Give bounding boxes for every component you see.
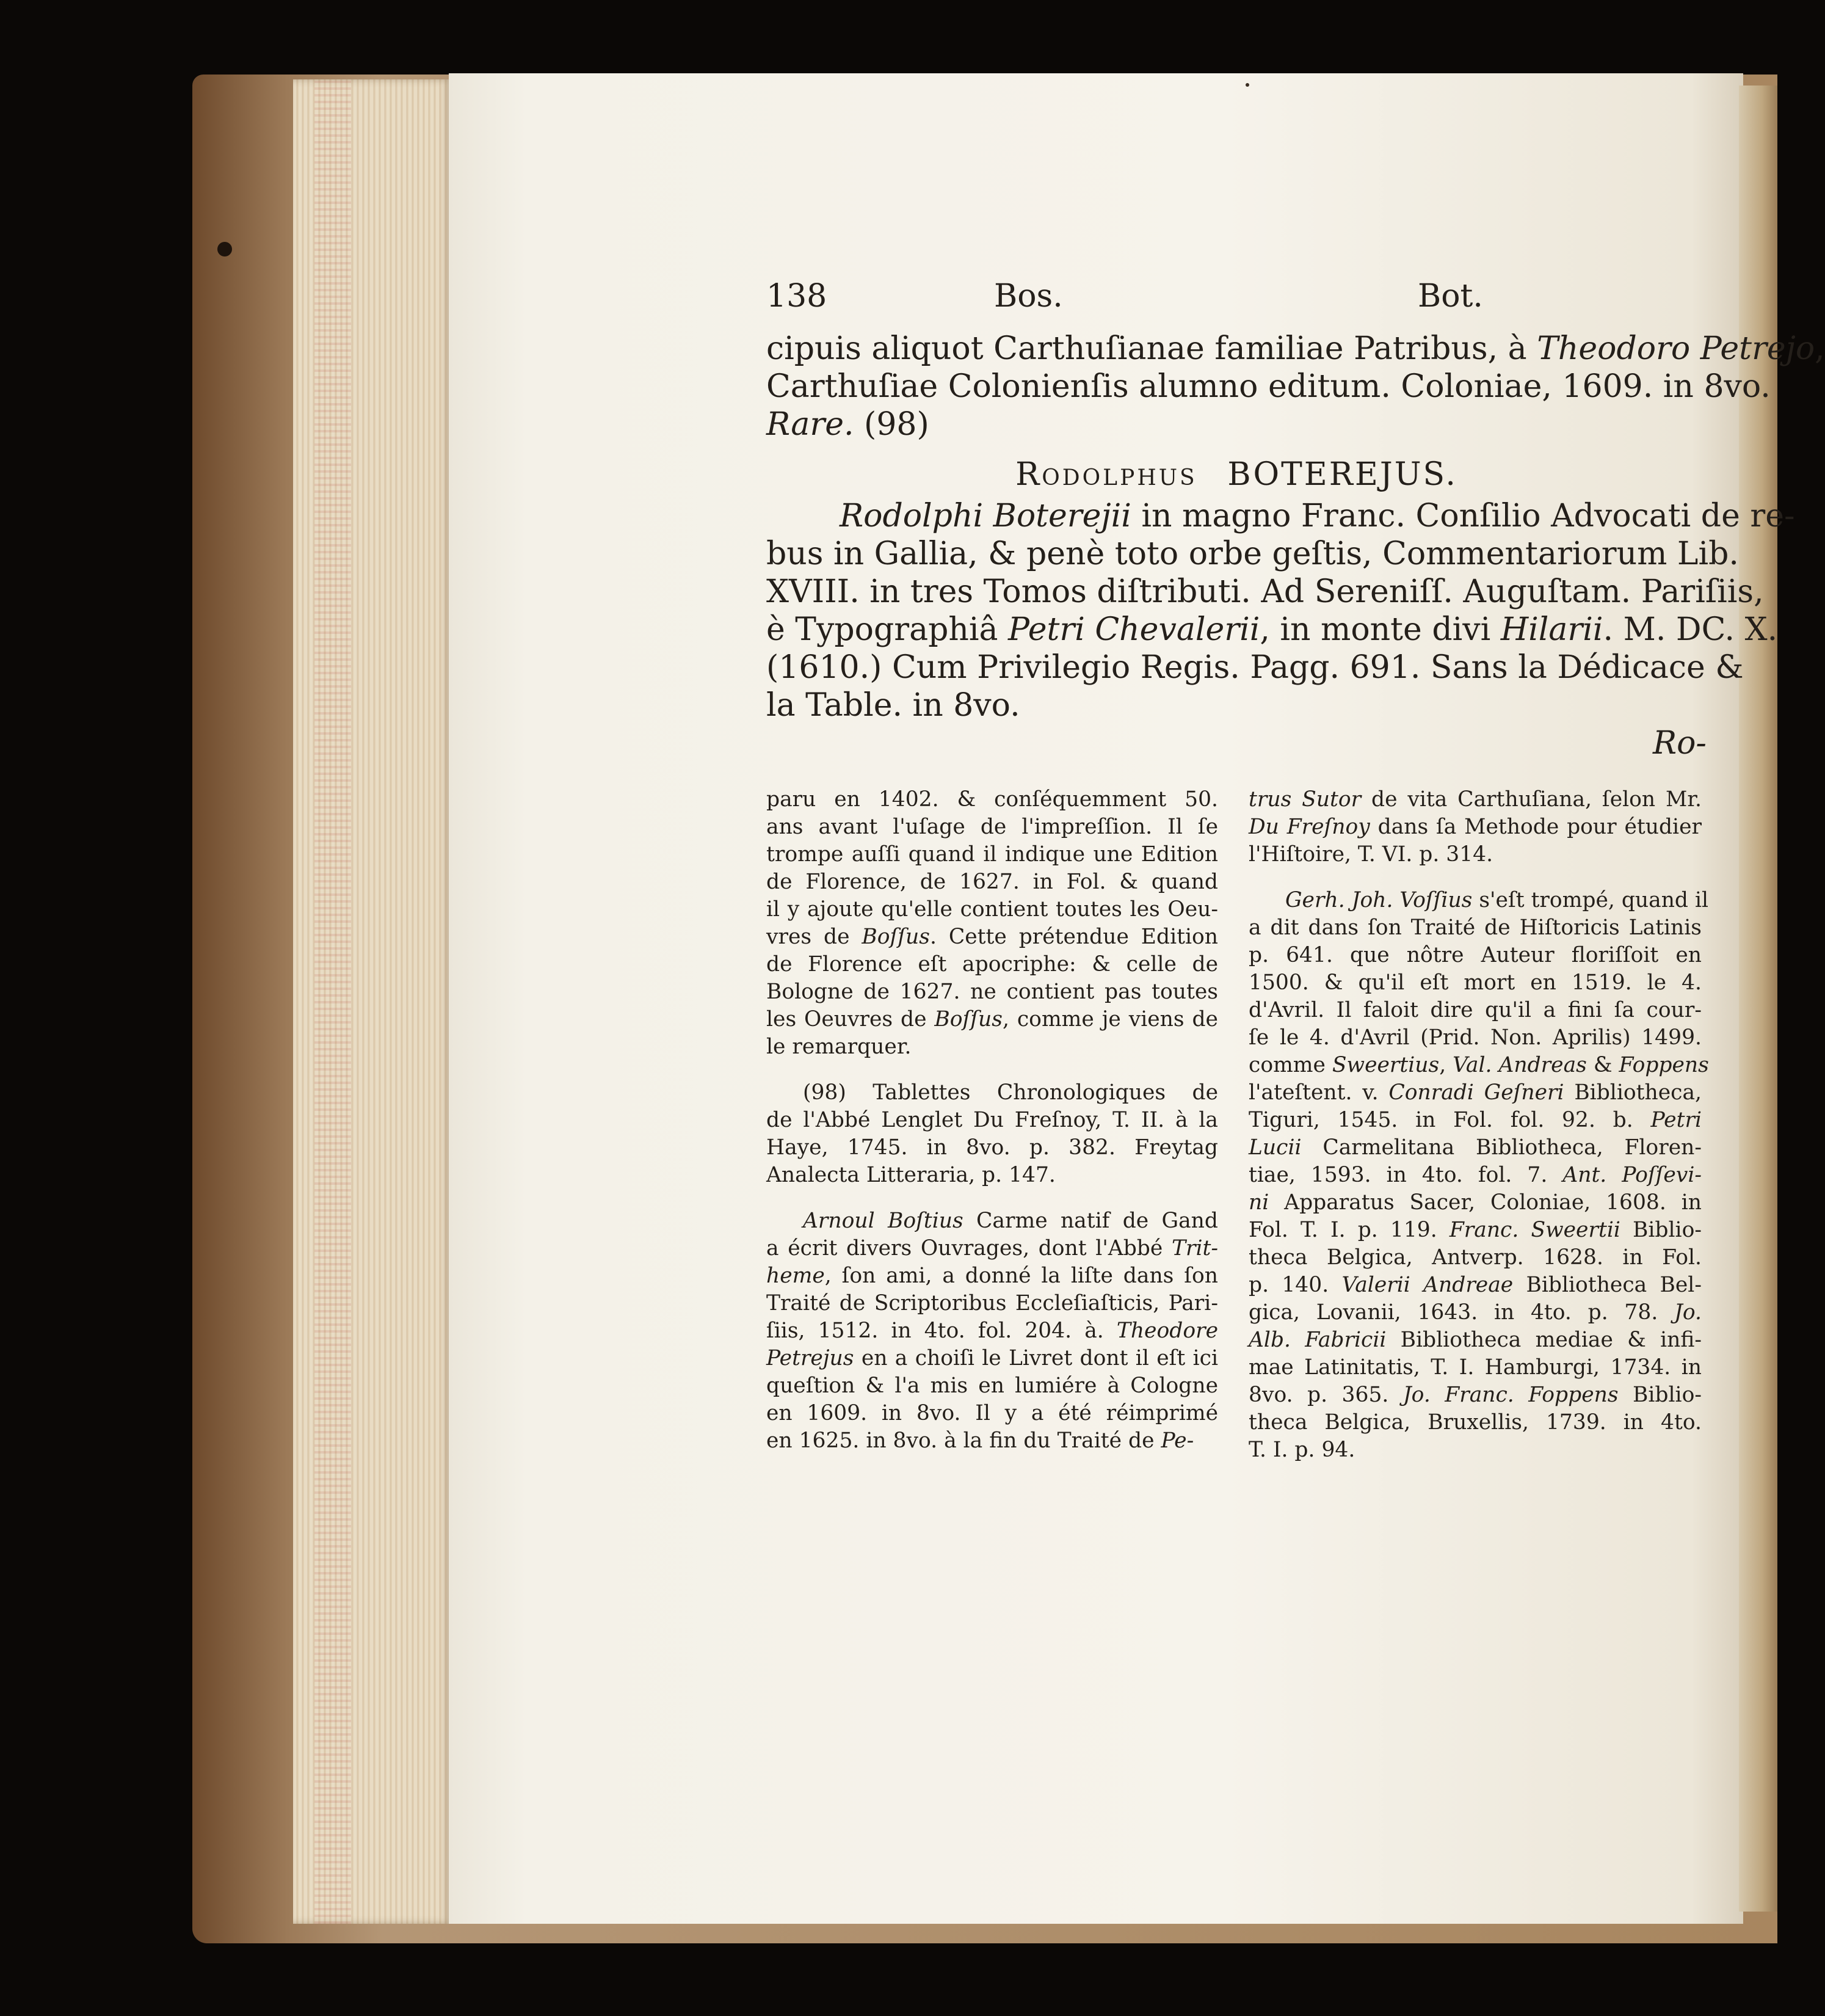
text-run: Franc. Sweertii	[1449, 1218, 1620, 1242]
text-run: Tiguri, 1545. in Fol. fol. 92. b.	[1249, 1108, 1651, 1132]
text-run: Foppens	[1619, 1053, 1709, 1077]
text-run: Conradi Geſneri	[1388, 1080, 1564, 1105]
footnote-line	[1249, 1244, 1702, 1272]
text-run: dans ſa Methode pour étudier	[1370, 815, 1702, 839]
red-sprinkled-edge	[314, 79, 351, 1924]
footnote-line	[766, 1134, 1218, 1162]
footnote-line	[766, 1317, 1218, 1345]
footnote-line	[1249, 1272, 1702, 1299]
text-run: ni	[1249, 1190, 1269, 1215]
text-run: les Oeuvres de	[766, 1007, 935, 1032]
text-run: Jo. Franc. Foppens	[1402, 1383, 1619, 1407]
text-run: paru en 1402. & conſéquemment 50.	[766, 787, 1218, 812]
footnote-line	[1249, 1299, 1702, 1326]
text-run: de l'Abbé Lenglet Du Freſnoy, T. II. à la	[766, 1108, 1218, 1132]
text-run: Haye, 1745. in 8vo. p. 382. Freytag	[766, 1135, 1218, 1160]
text-run: , in monte divi	[1260, 611, 1501, 648]
footnote-line	[1249, 1326, 1702, 1354]
footnote-line	[1249, 887, 1709, 914]
footnote-line	[766, 1207, 1218, 1235]
catchword: Ro-	[1652, 725, 1707, 762]
text-run: il y ajoute qu'elle contient toutes les Oeu-	[766, 897, 1218, 922]
text-run: de Florence eſt apocriphe: & celle de	[766, 952, 1218, 977]
running-head-left: Bos.	[994, 278, 1063, 315]
text-run: , ſon ami, a donné la liſte dans ſon	[824, 1264, 1218, 1288]
text-run: Petri	[1650, 1108, 1702, 1132]
heading-forename: Rodolphus	[1015, 456, 1197, 493]
footnote-line	[766, 1033, 1218, 1061]
text-run: Ant. Poſſevi-	[1562, 1163, 1702, 1187]
text-run: a dit dans ſon Traité de Hiſtoricis Latinis	[1249, 915, 1702, 940]
footnote-column-left	[766, 786, 1218, 1473]
text-run: mae Latinitatis, T. I. Hamburgi, 1734. in	[1249, 1355, 1702, 1380]
footnote-line	[1249, 969, 1702, 997]
text-run: Rodolphi Boterejii	[840, 498, 1131, 534]
entry-line	[766, 497, 1795, 535]
footnote-line	[766, 1290, 1218, 1317]
text-run: (1610.) Cum Privilegio Regis. Pagg. 691. Sans la Dédicace &	[766, 649, 1744, 686]
intro-line	[766, 330, 1825, 368]
entry-line	[766, 535, 1739, 573]
footnote-line	[1249, 786, 1702, 813]
footnote-line	[1249, 1107, 1702, 1134]
text-run: (98) Tablettes Chronologiques de	[803, 1080, 1218, 1105]
text-run: Apparatus Sacer, Coloniae, 1608. in	[1269, 1190, 1702, 1215]
intro-line	[766, 406, 1707, 443]
text-run: Sweertius	[1332, 1053, 1440, 1077]
text-run: Boſſus	[934, 1007, 1003, 1032]
text-run: Du Freſnoy	[1249, 815, 1370, 839]
text-run: heme	[766, 1264, 825, 1288]
text-run: l'ateſtent. v.	[1249, 1080, 1389, 1105]
footnote-line	[1249, 942, 1702, 969]
text-run: ,	[1439, 1053, 1453, 1077]
footnote-line	[766, 1372, 1218, 1400]
footnote-paragraph	[766, 1079, 1218, 1189]
text-run: en 1609. in 8vo. Il y a été réimprimé	[766, 1401, 1218, 1425]
text-run: T. I. p. 94.	[1249, 1438, 1355, 1462]
text-run: Val. Andreas	[1453, 1053, 1587, 1077]
footnote-paragraph	[1249, 786, 1702, 868]
text-run: Gerh. Joh. Voſſius	[1285, 888, 1473, 912]
text-run: ſiis, 1512. in 4to. fol. 204. à.	[766, 1319, 1117, 1343]
footnote-paragraph	[766, 786, 1218, 1061]
text-run: la Table. in 8vo.	[766, 687, 1020, 724]
text-run: p. 140.	[1249, 1273, 1342, 1297]
text-run: queſtion & l'a mis en lumiére à Cologne	[766, 1374, 1218, 1398]
page-number: 138	[766, 278, 827, 315]
text-run: Biblio-	[1618, 1383, 1702, 1407]
text-run: Arnoul Boſtius	[803, 1209, 963, 1233]
text-run: bus in Gallia, & penè toto orbe geſtis, Commentariorum Lib.	[766, 536, 1739, 572]
text-run: Trit-	[1171, 1236, 1218, 1261]
text-run: in magno Franc. Conſilio Advocati de re-	[1131, 498, 1795, 534]
text-run: de vita Carthuſiana, ſelon Mr.	[1361, 787, 1702, 812]
text-run: Jo.	[1674, 1300, 1702, 1325]
text-run: trompe auſſi quand il indique une Edition	[766, 842, 1218, 867]
footnote-line	[766, 841, 1218, 868]
footnote-line	[766, 1400, 1218, 1427]
text-run: comme	[1249, 1053, 1332, 1077]
text-run: XVIII. in tres Tomos diſtributi. Ad Sereniſſ. Auguſtam. Pariſiis,	[766, 573, 1764, 610]
entry-line	[766, 686, 1707, 724]
entry-line	[766, 611, 1778, 649]
footnote-line	[766, 1079, 1218, 1107]
text-run: Analecta Litteraria, p. 147.	[766, 1163, 1056, 1187]
footnote-paragraph	[766, 1207, 1218, 1455]
footnote-line	[1249, 1162, 1702, 1189]
text-run: Alb. Fabricii	[1249, 1328, 1387, 1352]
footnote-line	[766, 1427, 1218, 1455]
page-mark	[1246, 83, 1249, 87]
text-run: Bibliotheca Bel-	[1513, 1273, 1702, 1297]
intro-line	[766, 368, 1771, 406]
footnote-line	[1249, 997, 1702, 1024]
text-run: Hilarii	[1500, 611, 1603, 648]
footnote-line	[1249, 1381, 1702, 1409]
text-run: trus Sutor	[1249, 787, 1362, 812]
text-run: , comme je viens de	[1002, 1007, 1218, 1032]
text-run: Theodoro Petrejo	[1537, 330, 1815, 367]
footnote-line	[1249, 1189, 1702, 1217]
text-run: Traité de Scriptoribus Eccleſiaſticis, Pari-	[766, 1291, 1218, 1315]
entry-heading	[766, 456, 1707, 493]
text-run: ,	[1815, 330, 1825, 367]
text-run: en 1625. in 8vo. à la fin du Traité de	[766, 1428, 1161, 1453]
text-run: Bologne de 1627. ne contient pas toutes	[766, 980, 1218, 1004]
footnote-line	[1249, 914, 1702, 942]
running-head-right: Bot.	[1418, 278, 1483, 315]
text-run: Bibliotheca mediae & infi-	[1386, 1328, 1702, 1352]
footnote-line	[1249, 841, 1702, 868]
text-run: p. 641. que nôtre Auteur floriſſoit en	[1249, 943, 1702, 967]
text-run: ſe le 4. d'Avril (Prid. Non. Aprilis) 1499.	[1249, 1025, 1702, 1050]
main-text	[766, 330, 1825, 762]
text-run: 8vo. p. 365.	[1249, 1383, 1403, 1407]
text-run: Carmelitana Bibliotheca, Floren-	[1301, 1135, 1702, 1160]
text-run: 1500. & qu'il eſt mort en 1519. le 4.	[1249, 970, 1702, 995]
text-run: ans avant l'uſage de l'impreſſion. Il ſe	[766, 815, 1218, 839]
footnote-line	[1249, 1354, 1702, 1381]
text-run: vres de	[766, 925, 862, 949]
text-run: le remarquer.	[766, 1035, 912, 1059]
footnote-line	[766, 951, 1218, 978]
entry-line	[766, 649, 1744, 686]
footnote-line	[766, 1235, 1218, 1262]
footnote-line	[766, 1006, 1218, 1033]
footnote-line	[766, 923, 1218, 951]
footnote-line	[766, 1107, 1218, 1134]
text-run: &	[1586, 1053, 1619, 1077]
text-run: en a choiſi le Livret dont il eſt ici	[854, 1346, 1218, 1370]
text-run: Fol. T. I. p. 119.	[1249, 1218, 1449, 1242]
footnote-line	[766, 1345, 1218, 1372]
text-run: è Typographiâ	[766, 611, 1009, 648]
footnote-line	[1249, 1024, 1702, 1052]
text-run: (98)	[854, 406, 929, 443]
text-run: Petri Chevalerii	[1008, 611, 1260, 648]
footnote-line	[766, 868, 1218, 896]
text-run: Bibliotheca,	[1564, 1080, 1702, 1105]
entry-line	[766, 573, 1764, 611]
text-run: l'Hiſtoire, T. VI. p. 314.	[1249, 842, 1493, 867]
text-run: theca Belgica, Antverp. 1628. in Fol.	[1249, 1245, 1702, 1270]
binding-hole	[217, 242, 232, 257]
text-run: d'Avril. Il faloit dire qu'il a fini ſa cour-	[1249, 998, 1702, 1022]
footnote-line	[1249, 1436, 1702, 1464]
footnote-line	[766, 896, 1218, 923]
footnote-line	[1249, 1052, 1709, 1079]
footnote-line	[766, 786, 1218, 813]
footnote-line	[766, 1262, 1218, 1290]
text-run: s'eſt trompé, quand il	[1472, 888, 1709, 912]
text-run: . M. DC. X.	[1603, 611, 1778, 648]
text-run: Lucii	[1249, 1135, 1302, 1160]
footnote-paragraph	[1249, 887, 1709, 1464]
text-run: Boſſus	[862, 925, 930, 949]
text-run: a écrit divers Ouvrages, dont l'Abbé	[766, 1236, 1172, 1261]
text-run: Biblio-	[1620, 1218, 1702, 1242]
text-run: tiae, 1593. in 4to. fol. 7.	[1249, 1163, 1563, 1187]
text-run: cipuis aliquot Carthuſianae familiae Patribus, à	[766, 330, 1537, 367]
footnote-line	[1249, 1217, 1702, 1244]
heading-surname: BOTEREJUS.	[1227, 456, 1457, 493]
text-run: Valerii Andreae	[1341, 1273, 1514, 1297]
text-run: theca Belgica, Bruxellis, 1739. in 4to.	[1249, 1410, 1702, 1435]
footnote-line	[1249, 1079, 1702, 1107]
footnote-line	[766, 813, 1218, 841]
text-run: gica, Lovanii, 1643. in 4to. p. 78.	[1249, 1300, 1675, 1325]
footnote-line	[1249, 813, 1702, 841]
text-run: Theodore	[1116, 1319, 1218, 1343]
footnote-line	[766, 1162, 1218, 1189]
text-run: Carthuſiae Colonienſis alumno editum. Coloniae, 1609. in 8vo.	[766, 368, 1771, 405]
text-run: Petrejus	[766, 1346, 854, 1370]
footnote-line	[766, 978, 1218, 1006]
text-run: de Florence, de 1627. in Fol. & quand	[766, 870, 1218, 894]
intro-block	[766, 330, 1825, 443]
text-run: Rare.	[766, 406, 854, 443]
text-run: . Cette prétendue Edition	[929, 925, 1218, 949]
text-run: Carme natif de Gand	[963, 1209, 1218, 1233]
text-run: Pe-	[1161, 1428, 1194, 1453]
footnote-column-right	[1249, 786, 1709, 1482]
entry-block	[766, 497, 1795, 724]
footnote-line	[1249, 1134, 1702, 1162]
footnote-line	[1249, 1409, 1702, 1436]
